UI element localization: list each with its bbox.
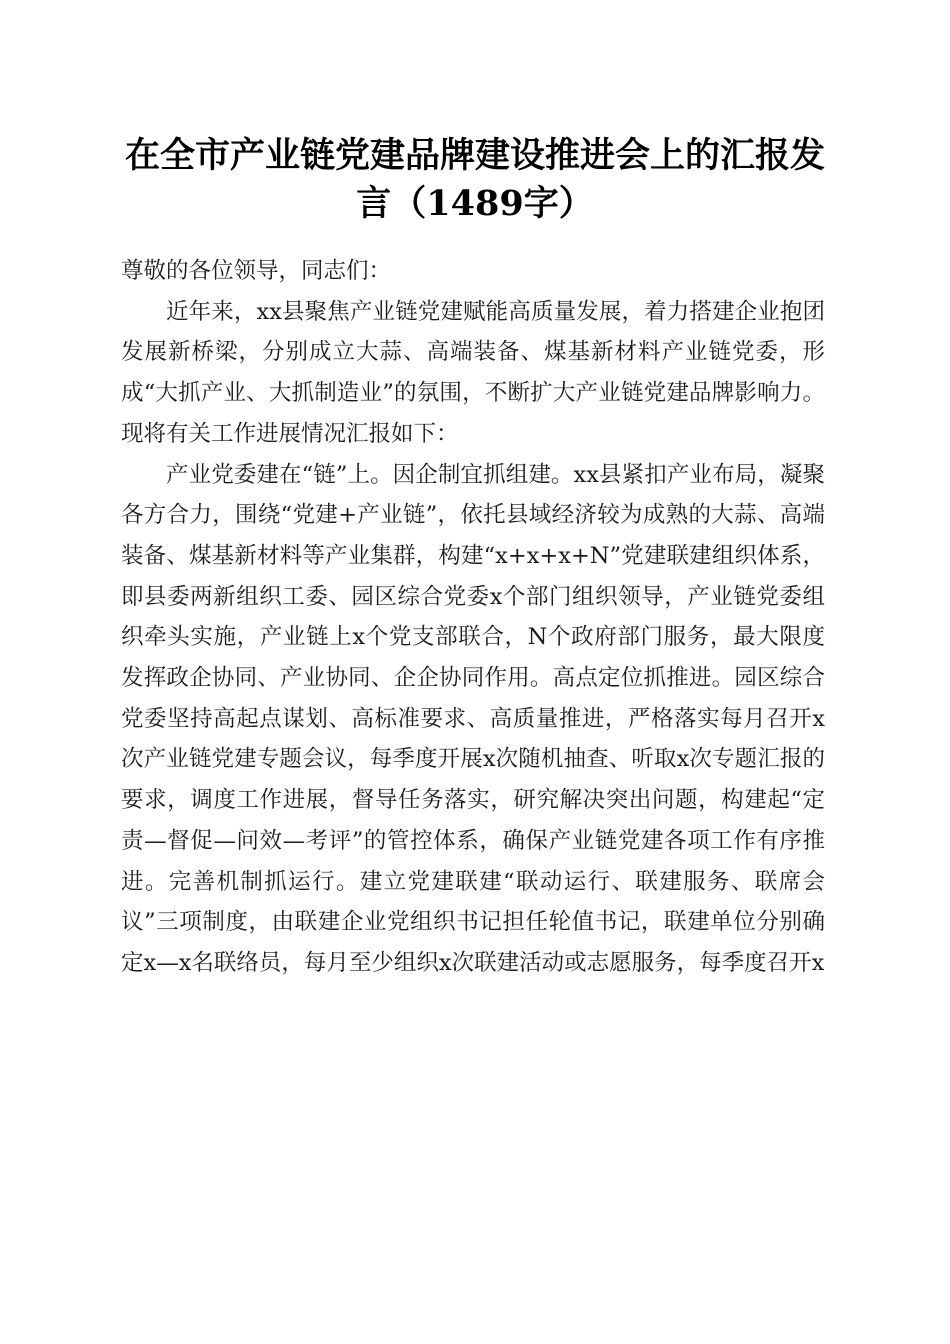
document-body (121, 251, 825, 984)
document-title: 在全市产业链党建品牌建设推进会上的汇报发言（1489字） (124, 135, 825, 224)
salutation: 尊敬的各位领导，同志们： (121, 258, 392, 284)
paragraph-section-1: 产业党委建在“链”上。因企制宜抓组建。xx县紧扣产业布局，凝聚各方合力，围绕“党建+产业链”，依托县域经济较为成熟的大蒜、高端装备、煤基新材料等产业集群，构建“x+x+x+N”党建联建组织体系，即县委两新组织工委、园区综合党委x个部门组织领导，产业链党委组织牵头实施，产业链上x个党支部联合，N个政府部门服务，最大限度发挥政企协同、产业协同、企企协同作用。高点定位抓推进。园区综合党委坚持高起点谋划、高标准要求、高质量推进，严格落实每月召开x次产业链党建专题会议，每季度开展x次随机抽查、听取x次专题汇报的要求，调度工作进展，督导任务落实，研究解决突出问题，构建起“定责—督促—问效—考评”的管控体系，确保产业链党建各项工作有序推进。完善机制抓运行。建立党建联建“联动运行、联建服务、联席会议”三项制度，由联建企业党组织书记担任轮值书记，联建单位分别确定x—x名联络员，每月至少组织x次联建活动或志愿服务，每季度召开x (121, 461, 825, 976)
paragraph-intro: 近年来，xx县聚焦产业链党建赋能高质量发展，着力搭建企业抱团发展新桥梁，分别成立大蒜、高端装备、煤基新材料产业链党委，形成“大抓产业、大抓制造业”的氛围，不断扩大产业链党建品牌影响力。现将有关工作进展情况汇报如下： (121, 298, 825, 447)
